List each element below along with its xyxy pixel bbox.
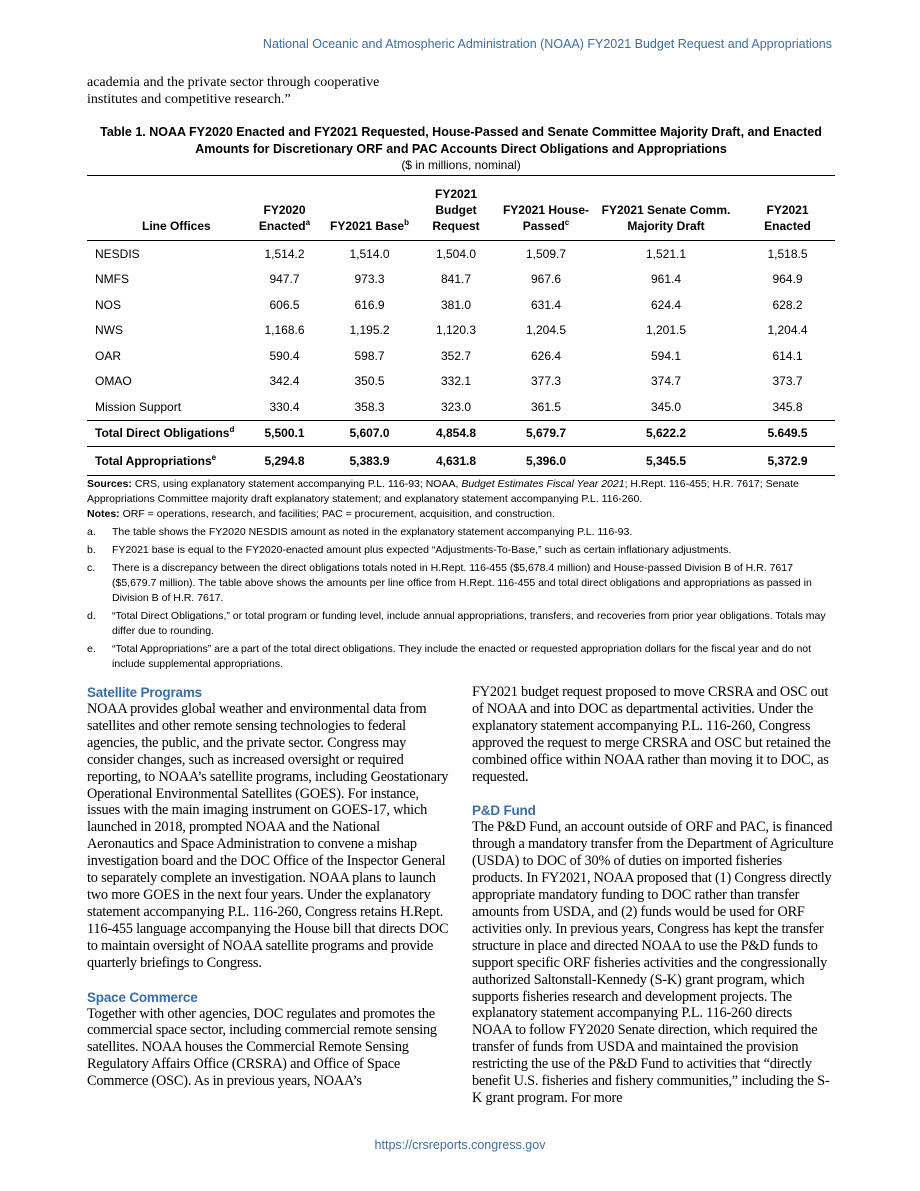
footnote-marker: c [564,218,570,227]
left-column [87,684,449,1107]
table-row [87,292,835,318]
table-notes [87,477,837,672]
cell-value: 332.1 [440,374,472,389]
footnote-marker: a [305,218,311,227]
footnote-letter: a. [87,526,96,538]
right-column [472,684,834,1124]
cell-value: 598.7 [354,348,385,363]
cell-office [87,447,242,476]
section-heading-pd-fund: P&D Fund [472,803,536,819]
footnote-text: The table shows the FY2020 NESDIS amount as noted in the explanatory statement accompanying P.L. 116-93. [112,526,633,538]
footnote-letter: d. [87,610,96,622]
cell-value: 330.4 [269,399,300,414]
cell-value: 1,204.5 [525,323,567,338]
cell-value: 961.4 [650,272,682,287]
cell-office: OMAO [95,374,132,389]
cell-value: 345.0 [650,399,682,414]
footnote-text: There is a discrepancy between the direct obligations totals noted in H.Rept. 116-455 ($5,678.4 million) and House-passed Division B of H.R. 7617 ($5,679.7 million). The table above shows the amounts per line office from H.Rept. 116-455 and total direct obligations and appropriations as passed in Division B of H.R. 7617. [112,562,812,604]
table-row [87,267,835,293]
notes-label: Notes: [87,508,120,520]
footnote-text: FY2021 base is equal to the FY2020-enacted amount plus expected “Adjustments-To-Base,” such as certain inflationary adjustments. [112,544,732,556]
footnote-text: “Total Direct Obligations,” or total program or funding level, include annual appropriations, transfers, and recoveries from prior year obligations. Totals may differ due to rounding. [112,610,826,637]
running-header: National Oceanic and Atmospheric Administration (NOAA) FY2021 Budget Request and Appropriations [262,37,832,51]
sources-text: CRS, using explanatory statement accompanying P.L. 116-93; NOAA, [134,478,462,490]
cell-value: 1,204.4 [767,323,808,338]
cell-value: 1,504.0 [435,246,477,261]
cell-value: 5,622.2 [592,420,740,447]
cell-value: 614.1 [772,348,803,363]
cell-office: NOS [95,297,122,312]
cell-office [87,420,242,447]
col-header-label: FY2021 Base [330,219,405,233]
footnote [87,609,837,639]
cell-value: 1,120.3 [435,323,477,338]
cell-value: 373.7 [772,374,803,389]
footnote-marker: e [211,453,217,462]
table-row [87,369,835,395]
space-commerce-continued: FY2021 budget request proposed to move CRSRA and OSC out of NOAA and into DOC as departmental activities. Under the explanatory statement accompanying P.L. 116-260, Congress approved the request to merge CRSRA and OSC but retained the combined office within NOAA rather than moving it to DOC, as requested. [472,684,831,785]
cell-value: 352.7 [440,348,472,363]
footnote-marker: b [404,218,409,227]
cell-value: 5,383.9 [327,447,412,476]
cell-value: 5,396.0 [500,447,592,476]
cell-value: 5,500.1 [242,420,327,447]
footnote [87,543,837,558]
cell-value: 5,679.7 [500,420,592,447]
table-row [87,343,835,369]
cell-value: 606.5 [269,297,300,312]
cell-value: 5,294.8 [242,447,327,476]
footnote [87,561,837,606]
cell-value: 350.5 [354,374,385,389]
cell-value: 616.9 [354,297,385,312]
cell-value: 1,509.7 [525,246,567,261]
cell-value: 1,195.2 [349,323,390,338]
cell-value: 594.1 [650,348,682,363]
cell-value: 377.3 [530,374,562,389]
footnote [87,642,837,672]
col-header-label: FY2021 House-Passed [502,203,590,233]
section-heading-satellite: Satellite Programs [87,685,202,700]
pd-fund-paragraph: The P&D Fund, an account outside of ORF and PAC, is financed through a mandatory transfer from the Department of Agriculture (USDA) to DOC of 30% of duties on imported fisheries products. In FY2021, NOAA proposed that (1) Congress directly appropriate mandatory funding to DOC rather than transfer amounts from USDA, and (2) funds would be used for ORF activities only. In previous years, Congress has kept the transfer structure in place and directed NOAA to use the P&D funds to support specific ORF fisheries activities and the congressionally authorized Saltonstall-Kennedy (S-K) grant program, which supports fisheries research and development projects. The explanatory statement accompanying P.L. 116-260 directs NOAA to follow FY2020 Senate direction, which required the transfer of funds from USDA and maintained the provision restricting the use of the P&D Fund to activities that “directly benefit U.S. fisheries and fishery communities,” including the S-K grant program. For more [472,819,834,1106]
total-appropriations-row [87,447,835,476]
cell-value: 4,631.8 [412,447,500,476]
col-header-fy2021-senate: FY2021 Senate Comm. Majority Draft [592,176,740,241]
cell-value: 626.4 [530,348,562,363]
cell-value: 841.7 [440,272,472,287]
cell-value: 1,514.0 [349,246,390,261]
cell-value: 5.649.5 [740,420,835,447]
cell-value: 5,607.0 [327,420,412,447]
cell-value: 628.2 [772,297,803,312]
notes-line [87,507,837,522]
sources-line [87,477,837,507]
cell-value: 345.8 [772,399,803,414]
sources-label: Sources: [87,478,132,490]
budget-table [87,175,835,476]
cell-value: 1,518.5 [767,246,808,261]
cell-office: NWS [95,323,123,338]
table-row [87,318,835,344]
cell-value: 4,854.8 [412,420,500,447]
cell-value: 5,372.9 [740,447,835,476]
cell-value: 973.3 [354,272,385,287]
total-label: Total Direct Obligations [95,426,230,441]
intro-text: academia and the private sector through cooperative institutes and competitive research.” [87,75,380,107]
notes-text: ORF = operations, research, and facilities; PAC = procurement, acquisition, and construction. [122,508,555,520]
cell-office: OAR [95,348,122,363]
cell-value: 1,168.6 [264,323,305,338]
col-header-line-offices: Line Offices [87,176,242,241]
cell-value: 947.7 [269,272,300,287]
cell-value: 624.4 [650,297,682,312]
table-subtitle: ($ in millions, nominal) [401,158,521,172]
cell-value: 358.3 [354,399,385,414]
cell-office: Mission Support [95,399,182,414]
footer-url: https://crsreports.congress.gov [374,1138,546,1152]
col-header-fy2021-request: FY2021 Budget Request [412,176,500,241]
footnote [87,525,837,540]
cell-value: 590.4 [269,348,300,363]
cell-value: 323.0 [440,399,472,414]
cell-value: 5,345.5 [592,447,740,476]
satellite-paragraph: NOAA provides global weather and environmental data from satellites and other remote sensing technologies to federal agencies, the public, and the private sector. Congress may consider changes, such as increased oversight or required reporting, to NOAA’s satellite programs, including Geostationary Operational Environmental Satellites (GOES). For instance, issues with the main imaging instrument on GOES-17, which launched in 2018, prompted NOAA and the National Aeronautics and Space Administration to convene a mishap investigation board and the DOC Office of the Inspector General to separately complete an investigation. NOAA plans to launch two more GOES in the next four years. Under the explanatory statement accompanying P.L. 116-260, Congress retains H.Rept. 116-455 language accompanying the House bill that directs DOC to maintain oversight of NOAA satellite programs and provide quarterly briefings to Congress. [87,701,449,971]
table-row [87,394,835,420]
cell-value: 1,521.1 [645,246,687,261]
cell-value: 1,201.5 [645,323,687,338]
footnote-letter: e. [87,643,96,655]
table-row [87,241,835,267]
footnote-letter: b. [87,544,96,556]
total-label: Total Appropriations [95,454,212,468]
cell-value: 361.5 [530,399,562,414]
sources-italic: Budget Estimates Fiscal Year 2021 [461,478,625,490]
table-header-row [87,176,835,241]
col-header-label: FY2020 Enacted [258,203,306,233]
cell-value: 631.4 [530,297,562,312]
space-commerce-paragraph: Together with other agencies, DOC regulates and promotes the commercial space sector, including commercial remote sensing satellites. NOAA houses the Commercial Remote Sensing Regulatory Affairs Office (CRSRA) and Office of Space Commerce (OSC). As in previous years, NOAA’s [87,1005,437,1090]
col-header-fy2021-house [500,176,592,241]
col-header-fy2021-enacted: FY2021 Enacted [740,176,835,241]
table-title: Table 1. NOAA FY2020 Enacted and FY2021 Requested, House-Passed and Senate Committee Majority Draft, and Enacted Amounts for Discretionary ORF and PAC Accounts Direct Obligations and Appropriations [100,125,822,156]
col-header-fy2020-enacted [242,176,327,241]
total-obligations-row [87,420,835,447]
cell-office: NESDIS [95,246,140,261]
col-header-fy2021-base [327,176,412,241]
cell-value: 967.6 [530,272,562,287]
cell-value: 1,514.2 [264,246,305,261]
footnote-marker: d [229,425,235,435]
section-heading-space-commerce: Space Commerce [87,989,198,1005]
cell-value: 381.0 [440,297,472,312]
cell-value: 342.4 [269,374,300,389]
footnote-letter: c. [87,562,96,574]
cell-value: 964.9 [772,272,803,287]
cell-office: NMFS [95,272,129,287]
sources-text: ; H.Rept. 116-455; H.R. 7617; Senate Appropriations Committee majority draft explanatory statement; and explanatory statement accompanying P.L. 116-260. [87,478,799,505]
cell-value: 374.7 [650,374,682,389]
footnote-text: “Total Appropriations” are a part of the total direct obligations. They include the enacted or requested appropriation dollars for the fiscal year and do not include supplemental appropriations. [112,643,812,670]
